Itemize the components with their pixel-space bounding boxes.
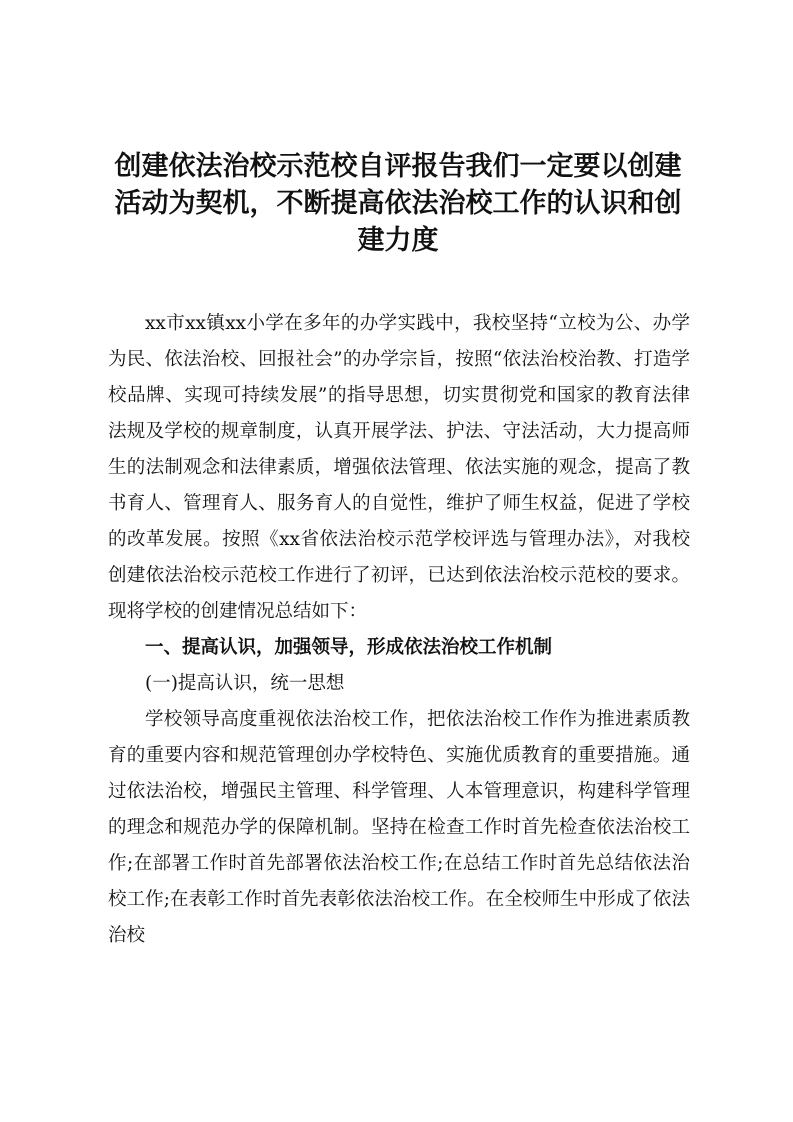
section-1-heading: 一、提高认识，加强领导，形成依法治校工作机制 [145, 637, 553, 658]
subsection-1-paragraph: 学校领导高度重视依法治校工作，把依法治校工作作为推进素质教育的重要内容和规范管理创办学校特色、实施优质教育的重要措施。通过依法治校，增强民主管理、科学管理、人本管理意识，构建科学管理的理念和规范办学的保障机制。坚持在检查工作时首先检查依法治校工作;在部署工作时首先部署依法治校工作;在总结工作时首先总结依法治校工作;在表彰工作时首先表彰依法治校工作。在全校师生中形成了依法治校 [108, 709, 690, 946]
document-body [108, 306, 690, 954]
subsection-1-heading: (一)提高认识，统一思想 [145, 673, 345, 694]
document-title: 创建依法治校示范校自评报告我们一定要以创建活动为契机，不断提高依法治校工作的认识和创建力度 [114, 151, 682, 256]
intro-paragraph: xx市xx镇xx小学在多年的办学实践中，我校坚持“立校为公、办学为民、依法治校、回报社会”的办学宗旨，按照“依法治校治教、打造学校品牌、实现可持续发展”的指导思想，切实贯彻党和国家的教育法律法规及学校的规章制度，认真开展学法、护法、守法活动，大力提高师生的法制观念和法律素质，增强依法管理、依法实施的观念，提高了教书育人、管理育人、服务育人的自觉性，维护了师生权益，促进了学校的改革发展。按照《xx省依法治校示范学校评选与管理办法》，对我校创建依法治校示范校工作进行了初评，已达到依法治校示范校的要求。现将学校的创建情况总结如下： [108, 313, 690, 622]
